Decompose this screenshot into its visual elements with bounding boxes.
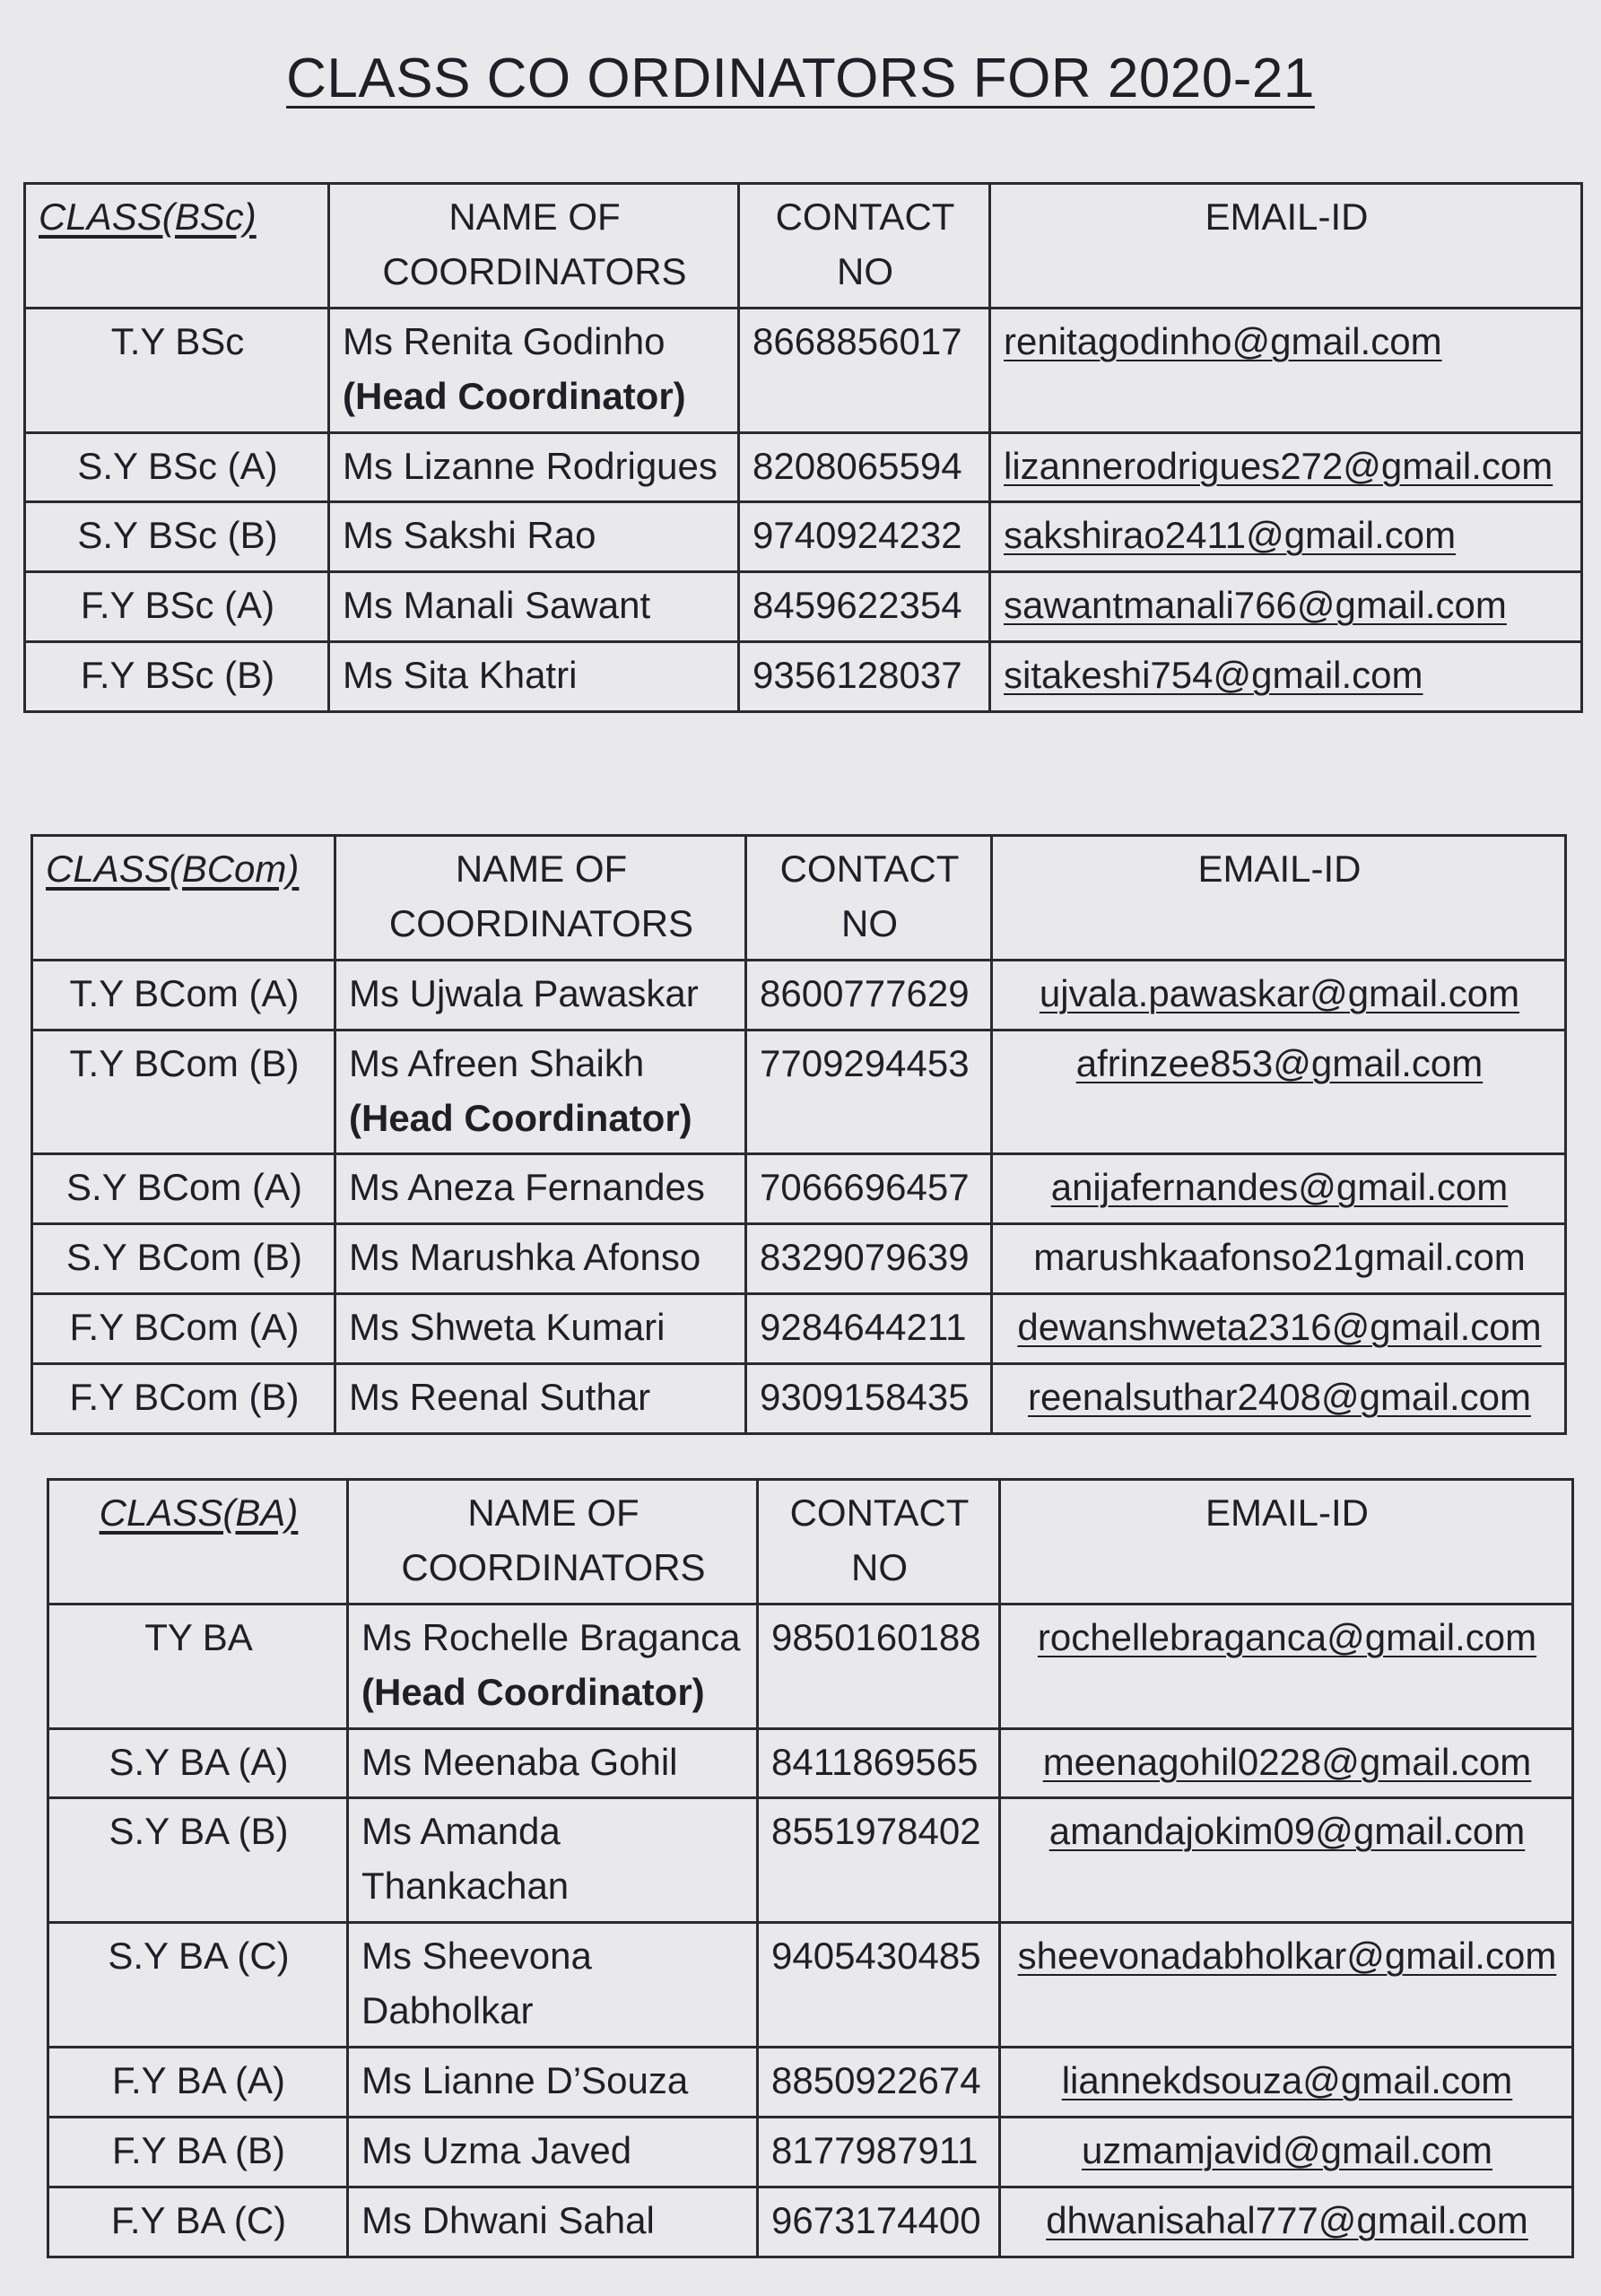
table-header-row xyxy=(48,1480,1573,1605)
contact-cell: 9850160188 xyxy=(758,1604,1000,1728)
class-cell: S.Y BA (B) xyxy=(48,1798,348,1923)
table-row xyxy=(32,1030,1566,1154)
email-header: EMAIL-ID xyxy=(1000,1480,1573,1605)
email-cell[interactable]: uzmamjavid@gmail.com xyxy=(1000,2117,1573,2187)
email-header: EMAIL-ID xyxy=(992,836,1566,961)
head-coordinator-label: (Head Coordinator) xyxy=(343,374,686,417)
class-cell: F.Y BCom (A) xyxy=(32,1294,335,1364)
email-cell[interactable]: dewanshweta2316@gmail.com xyxy=(992,1294,1566,1364)
class-cell: S.Y BA (C) xyxy=(48,1923,348,2048)
table-row xyxy=(32,960,1566,1030)
table-row xyxy=(48,1923,1573,2048)
class-cell: F.Y BA (C) xyxy=(48,2187,348,2257)
coordinator-cell: Ms Sakshi Rao xyxy=(329,502,739,572)
contact-header: CONTACT NO xyxy=(746,836,992,961)
coordinator-cell xyxy=(329,308,739,432)
contact-cell: 8668856017 xyxy=(739,308,990,432)
class-header: CLASS(BSc) xyxy=(25,184,329,309)
class-cell: S.Y BSc (A) xyxy=(25,432,329,502)
email-cell[interactable]: marushkaafonso21gmail.com xyxy=(992,1224,1566,1294)
table-row xyxy=(48,1604,1573,1728)
contact-cell: 8600777629 xyxy=(746,960,992,1030)
class-cell: F.Y BCom (B) xyxy=(32,1364,335,1434)
class-cell: S.Y BSc (B) xyxy=(25,502,329,572)
coordinator-cell: Ms Meenaba Gohil xyxy=(348,1728,758,1798)
contact-cell: 9740924232 xyxy=(739,502,990,572)
class-header: CLASS(BCom) xyxy=(32,836,335,961)
name-header: NAME OF COORDINATORS xyxy=(335,836,746,961)
class-cell: S.Y BCom (A) xyxy=(32,1154,335,1224)
contact-header: CONTACT NO xyxy=(739,184,990,309)
coordinator-cell xyxy=(348,1604,758,1728)
contact-cell: 7066696457 xyxy=(746,1154,992,1224)
contact-cell: 9405430485 xyxy=(758,1923,1000,2048)
class-cell: T.Y BCom (B) xyxy=(32,1030,335,1154)
coordinator-cell: Ms Ujwala Pawaskar xyxy=(335,960,746,1030)
contact-cell: 9356128037 xyxy=(739,642,990,712)
email-cell[interactable]: ujvala.pawaskar@gmail.com xyxy=(992,960,1566,1030)
email-cell[interactable]: meenagohil0228@gmail.com xyxy=(1000,1728,1573,1798)
coordinator-name: Ms Renita Godinho xyxy=(343,319,666,362)
table-row xyxy=(25,642,1582,712)
class-cell: S.Y BA (A) xyxy=(48,1728,348,1798)
email-cell[interactable]: dhwanisahal777@gmail.com xyxy=(1000,2187,1573,2257)
contact-cell: 8177987911 xyxy=(758,2117,1000,2187)
contact-cell: 8459622354 xyxy=(739,572,990,642)
email-cell[interactable]: sawantmanali766@gmail.com xyxy=(990,572,1582,642)
contact-cell: 9673174400 xyxy=(758,2187,1000,2257)
contact-header: CONTACT NO xyxy=(758,1480,1000,1605)
contact-cell: 8411869565 xyxy=(758,1728,1000,1798)
head-coordinator-label: (Head Coordinator) xyxy=(349,1096,692,1139)
class-cell: F.Y BSc (A) xyxy=(25,572,329,642)
class-cell: TY BA xyxy=(48,1604,348,1728)
class-cell: F.Y BA (B) xyxy=(48,2117,348,2187)
contact-cell: 8850922674 xyxy=(758,2048,1000,2118)
contact-cell: 8329079639 xyxy=(746,1224,992,1294)
name-header: NAME OF COORDINATORS xyxy=(329,184,739,309)
email-cell[interactable]: liannekdsouza@gmail.com xyxy=(1000,2048,1573,2118)
table-row xyxy=(48,1728,1573,1798)
email-cell[interactable]: rochellebraganca@gmail.com xyxy=(1000,1604,1573,1728)
coordinator-cell: Ms Aneza Fernandes xyxy=(335,1154,746,1224)
table-row xyxy=(32,1294,1566,1364)
coordinator-cell xyxy=(335,1030,746,1154)
coordinator-cell: Ms Dhwani Sahal xyxy=(348,2187,758,2257)
contact-cell: 9284644211 xyxy=(746,1294,992,1364)
coordinator-cell: Ms Shweta Kumari xyxy=(335,1294,746,1364)
table-header-row xyxy=(32,836,1566,961)
contact-cell: 8551978402 xyxy=(758,1798,1000,1923)
email-cell[interactable]: afrinzee853@gmail.com xyxy=(992,1030,1566,1154)
table-row xyxy=(32,1364,1566,1434)
email-cell[interactable]: sitakeshi754@gmail.com xyxy=(990,642,1582,712)
email-cell[interactable]: anijafernandes@gmail.com xyxy=(992,1154,1566,1224)
class-cell: F.Y BSc (B) xyxy=(25,642,329,712)
table-row xyxy=(32,1154,1566,1224)
class-cell: S.Y BCom (B) xyxy=(32,1224,335,1294)
coordinator-cell: Ms Marushka Afonso xyxy=(335,1224,746,1294)
bsc-coordinators-table xyxy=(23,182,1583,713)
email-cell[interactable]: renitagodinho@gmail.com xyxy=(990,308,1582,432)
name-header: NAME OF COORDINATORS xyxy=(348,1480,758,1605)
class-header: CLASS(BA) xyxy=(48,1480,348,1605)
table-row xyxy=(32,1224,1566,1294)
coordinator-cell: Ms Amanda Thankachan xyxy=(348,1798,758,1923)
page-title: CLASS CO ORDINATORS FOR 2020-21 xyxy=(286,48,1315,109)
email-cell[interactable]: sakshirao2411@gmail.com xyxy=(990,502,1582,572)
coordinator-cell: Ms Uzma Javed xyxy=(348,2117,758,2187)
bcom-coordinators-table xyxy=(30,834,1567,1435)
table-row xyxy=(25,502,1582,572)
class-cell: F.Y BA (A) xyxy=(48,2048,348,2118)
table-row xyxy=(25,432,1582,502)
email-cell[interactable]: sheevonadabholkar@gmail.com xyxy=(1000,1923,1573,2048)
coordinator-cell: Ms Lizanne Rodrigues xyxy=(329,432,739,502)
contact-cell: 8208065594 xyxy=(739,432,990,502)
coordinator-cell: Ms Reenal Suthar xyxy=(335,1364,746,1434)
coordinator-cell: Ms Lianne D’Souza xyxy=(348,2048,758,2118)
table-row xyxy=(25,308,1582,432)
email-cell[interactable]: reenalsuthar2408@gmail.com xyxy=(992,1364,1566,1434)
coordinator-cell: Ms Manali Sawant xyxy=(329,572,739,642)
email-cell[interactable]: amandajokim09@gmail.com xyxy=(1000,1798,1573,1923)
email-cell[interactable]: lizannerodrigues272@gmail.com xyxy=(990,432,1582,502)
coordinator-name: Ms Rochelle Braganca xyxy=(361,1615,741,1658)
table-row xyxy=(48,2187,1573,2257)
coordinator-cell: Ms Sheevona Dabholkar xyxy=(348,1923,758,2048)
table-row xyxy=(25,572,1582,642)
email-header: EMAIL-ID xyxy=(990,184,1582,309)
coordinator-cell: Ms Sita Khatri xyxy=(329,642,739,712)
table-row xyxy=(48,2048,1573,2118)
table-row xyxy=(48,2117,1573,2187)
table-row xyxy=(48,1798,1573,1923)
coordinator-name: Ms Afreen Shaikh xyxy=(349,1041,645,1084)
table-header-row xyxy=(25,184,1582,309)
contact-cell: 9309158435 xyxy=(746,1364,992,1434)
class-cell: T.Y BSc xyxy=(25,308,329,432)
ba-coordinators-table xyxy=(47,1478,1574,2258)
class-cell: T.Y BCom (A) xyxy=(32,960,335,1030)
contact-cell: 7709294453 xyxy=(746,1030,992,1154)
head-coordinator-label: (Head Coordinator) xyxy=(361,1670,705,1713)
